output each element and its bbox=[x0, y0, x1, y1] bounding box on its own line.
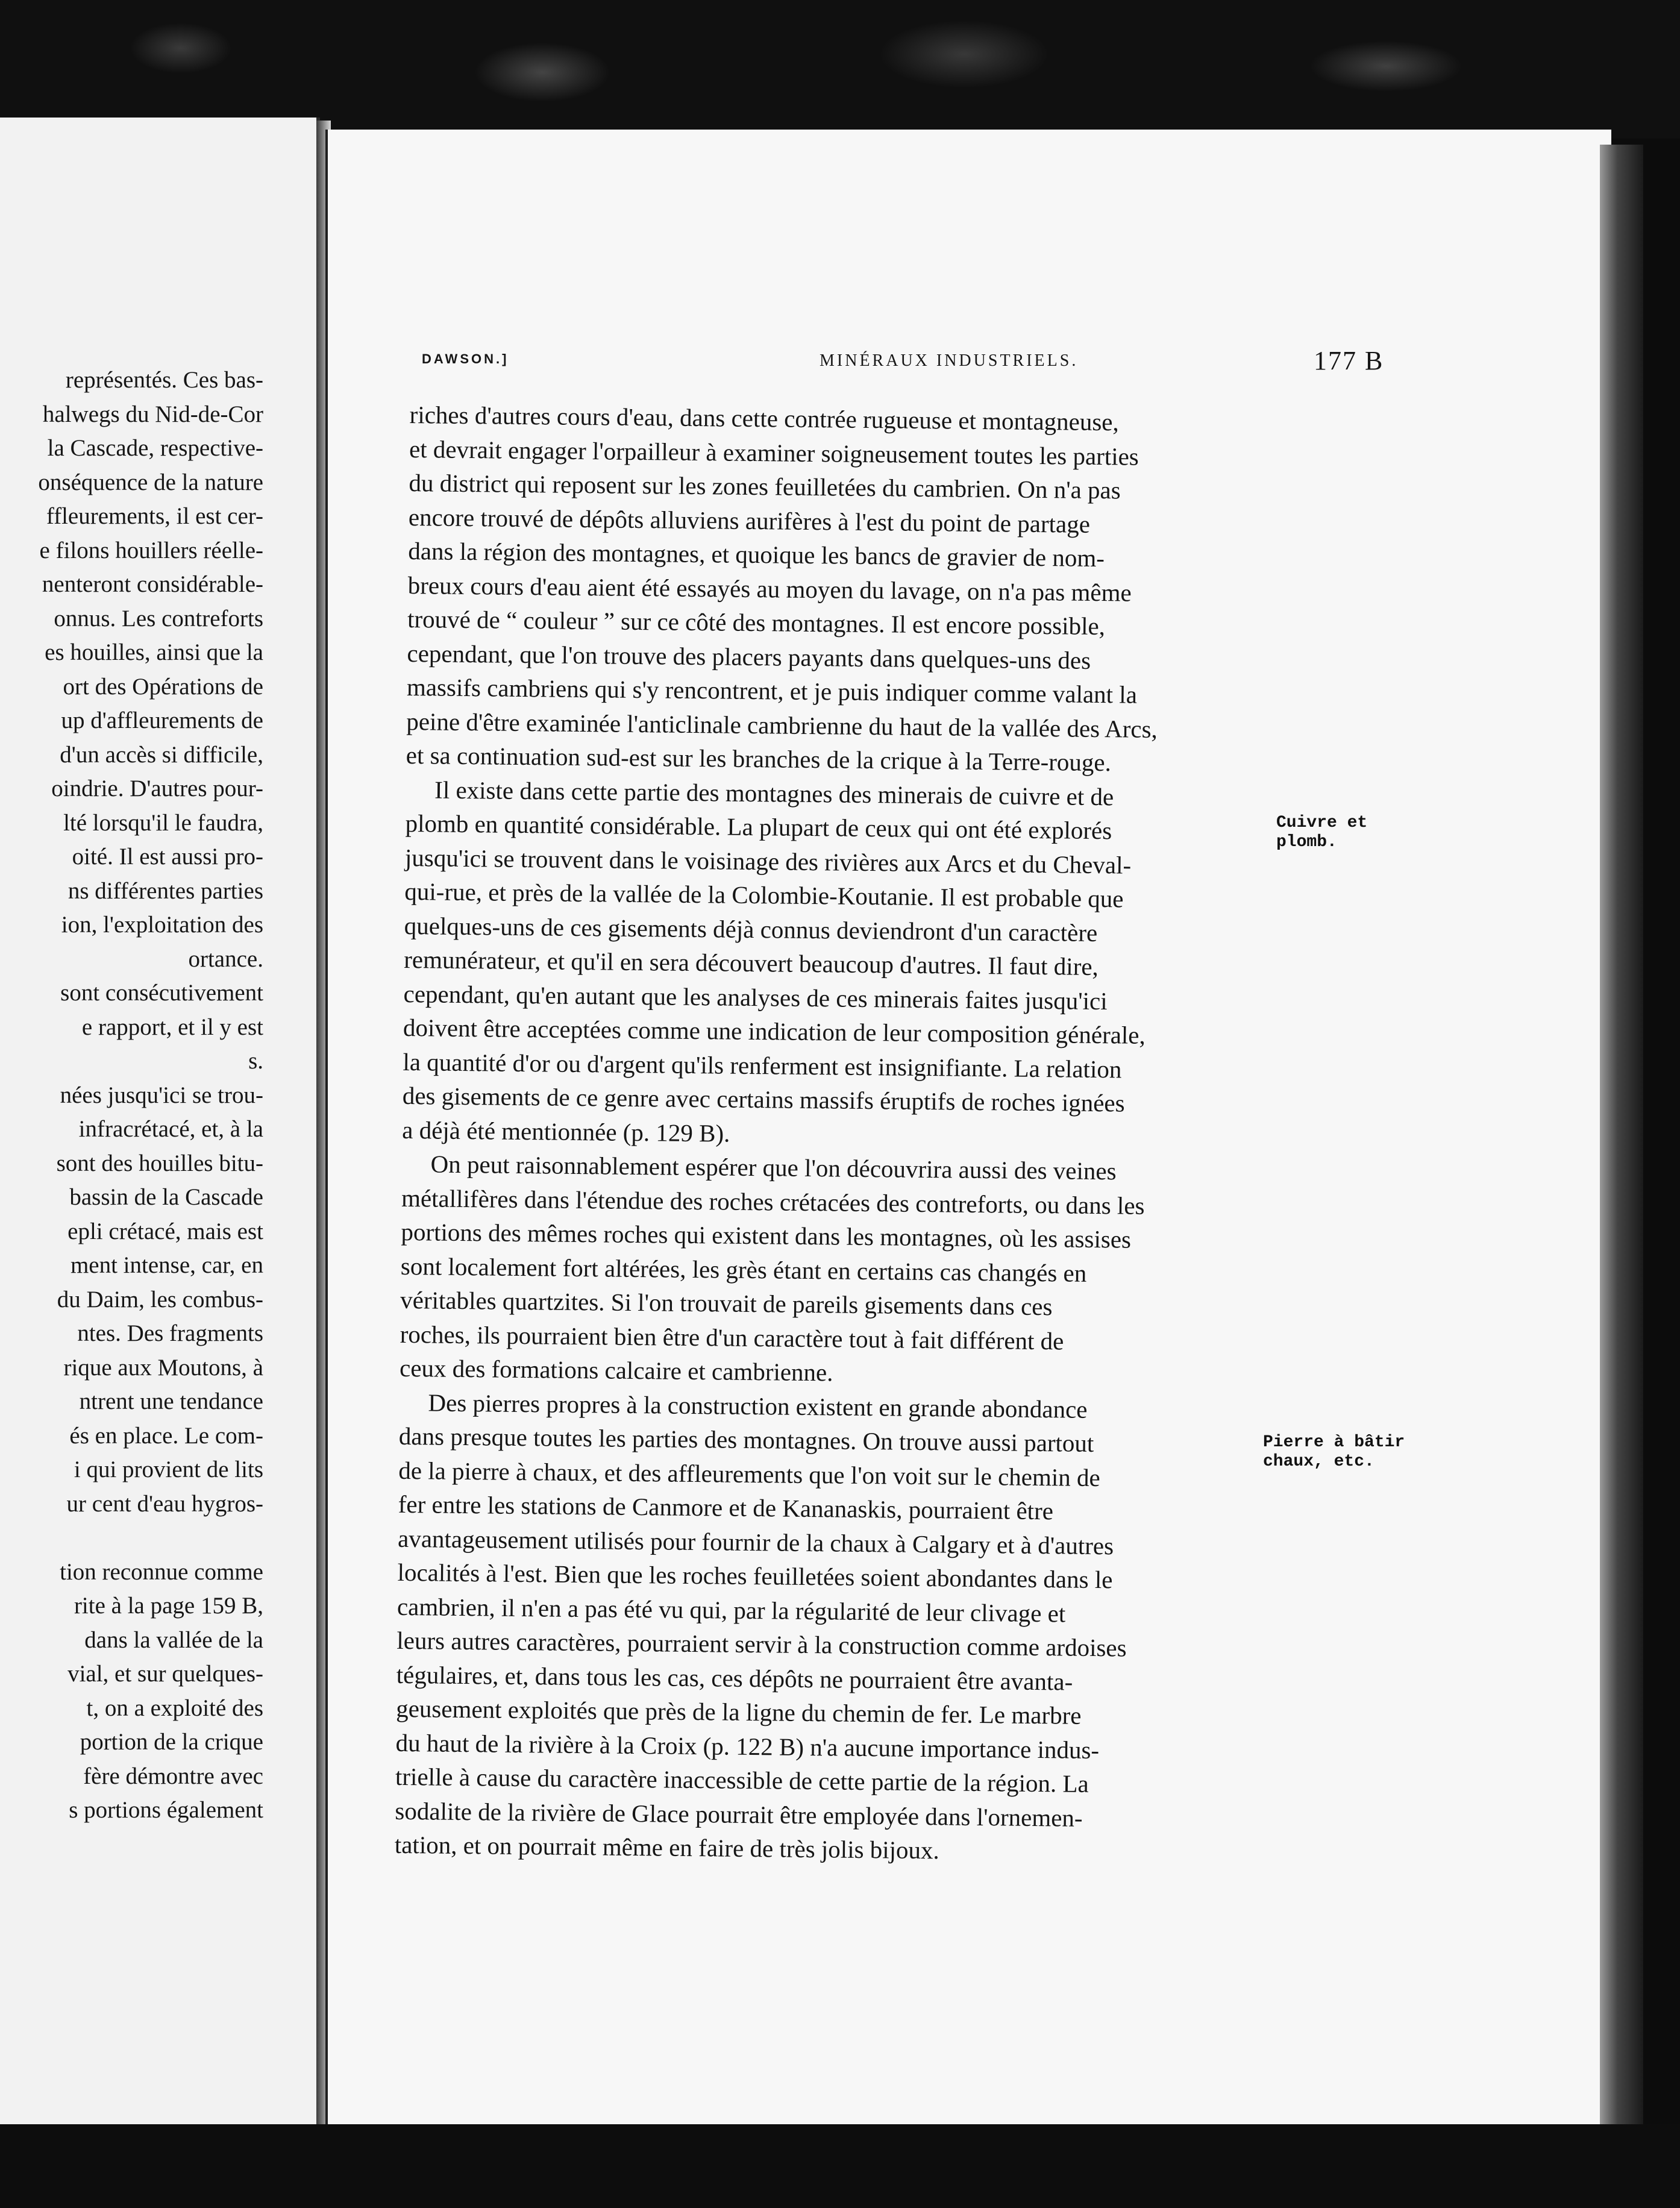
left-page-line: es houilles, ainsi que la bbox=[45, 639, 263, 665]
text-line: portions des mêmes roches qui existent dans les montagnes, où les assises bbox=[401, 1217, 1132, 1253]
text-line: remunérateur, et qu'il en sera découvert beaucoup d'autres. Il faut dire, bbox=[403, 945, 1099, 981]
paragraph bbox=[395, 1385, 1306, 1871]
left-page-line: tion reconnue comme bbox=[60, 1558, 263, 1585]
text-line: encore trouvé de dépôts alluviens aurifères à l'est du point de partage bbox=[408, 503, 1091, 538]
left-page-line: bassin de la Cascade bbox=[69, 1184, 263, 1210]
left-page-line: és en place. Le com- bbox=[69, 1422, 263, 1449]
text-line: dans la région des montagnes, et quoique les bancs de gravier de nom- bbox=[408, 536, 1105, 572]
left-page-line: sont consécutivement bbox=[60, 980, 263, 1006]
text-line: doivent être acceptées comme une indication de leur composition générale, bbox=[403, 1013, 1146, 1049]
left-page-line: e rapport, et il y est bbox=[81, 1014, 263, 1040]
text-line: sont localement fort altérées, les grès étant en certains cas changés en bbox=[400, 1252, 1087, 1287]
left-page-line: ment intense, car, en bbox=[70, 1252, 263, 1278]
left-page-line: t, on a exploité des bbox=[86, 1695, 263, 1721]
left-page-line: du Daim, les combus- bbox=[57, 1286, 263, 1313]
left-page-line: nenteront considérable- bbox=[42, 571, 263, 597]
page-edge bbox=[1600, 145, 1643, 2133]
text-line: cependant, que l'on trouve des placers payants dans quelques-uns des bbox=[407, 639, 1091, 674]
text-line: cependant, qu'en autant que les analyses de ces minerais faites jusqu'ici bbox=[403, 979, 1108, 1015]
text-line: On peut raisonnablement espérer que l'on découvrira aussi des veines bbox=[430, 1150, 1117, 1185]
left-page-line: ion, l'exploitation des bbox=[61, 912, 263, 938]
header-author: DAWSON.] bbox=[422, 351, 509, 366]
paragraph bbox=[402, 772, 1312, 1156]
text-line: jusqu'ici se trouvent dans le voisinage des rivières aux Arcs et du Cheval- bbox=[404, 843, 1132, 879]
left-page-line: rite à la page 159 B, bbox=[74, 1593, 263, 1619]
text-line: la quantité d'or ou d'argent qu'ils renferment est insignifiante. La relation bbox=[403, 1047, 1122, 1083]
text-line: fer entre les stations de Canmore et de Kananaskis, pourraient être bbox=[398, 1490, 1054, 1525]
left-page-line: ntrent une tendance bbox=[79, 1388, 263, 1414]
text-line: véritables quartzites. Si l'on trouvait de pareils gisements dans ces bbox=[400, 1285, 1053, 1321]
text-line: métallifères dans l'étendue des roches crétacées des contreforts, ou dans les bbox=[401, 1184, 1145, 1220]
running-header bbox=[422, 340, 1603, 377]
margin-note-line: Cuivre et bbox=[1276, 814, 1368, 832]
text-line: trielle à cause du caractère inaccessible de cette partie de la région. La bbox=[395, 1762, 1089, 1798]
paragraph bbox=[400, 1147, 1309, 1394]
left-page-line: fère démontre avec bbox=[83, 1763, 263, 1789]
left-page-line: ns différentes parties bbox=[67, 877, 263, 904]
text-line: et sa continuation sud-est sur les branches de la crique à la Terre-rouge. bbox=[406, 741, 1112, 777]
left-page-line: e filons houillers réelle- bbox=[39, 537, 263, 563]
text-line: de la pierre à chaux, et des affleurements que l'on voit sur le chemin de bbox=[398, 1456, 1100, 1491]
paragraph bbox=[406, 398, 1316, 782]
text-line: du haut de la rivière à la Croix (p. 122 B) n'a aucune importance indus- bbox=[395, 1728, 1100, 1764]
left-page-line: oité. Il est aussi pro- bbox=[72, 844, 263, 870]
left-page-line: ort des Opérations de bbox=[63, 673, 263, 700]
left-page-line: infracrétacé, et, à la bbox=[78, 1116, 263, 1142]
left-page-line: vial, et sur quelques- bbox=[67, 1661, 263, 1687]
text-line: tégulaires, et, dans tous les cas, ces dépôts ne pourraient être avanta- bbox=[396, 1660, 1073, 1696]
text-line: breux cours d'eau aient été essayés au moyen du lavage, on n'a pas même bbox=[407, 571, 1132, 607]
left-page-line: i qui provient de lits bbox=[74, 1457, 263, 1482]
text-line: et devrait engager l'orpailleur à examiner soigneusement toutes les parties bbox=[409, 434, 1139, 471]
text-line: roches, ils pourraient bien être d'un caractère tout à fait différent de bbox=[400, 1320, 1064, 1355]
left-page-line: ortance. bbox=[188, 946, 263, 972]
text-line: riches d'autres cours d'eau, dans cette contrée rugueuse et montagneuse, bbox=[409, 400, 1119, 436]
text-line: plomb en quantité considérable. La plupart de ceux qui ont été explorés bbox=[405, 809, 1112, 845]
header-title: MINÉRAUX INDUSTRIELS. bbox=[820, 351, 1079, 370]
left-page-line: ntes. Des fragments bbox=[77, 1320, 263, 1346]
text-line: Il existe dans cette partie des montagnes des minerais de cuivre et de bbox=[434, 775, 1114, 811]
text-line: avantageusement utilisés pour fournir de la chaux à Calgary et à d'autres bbox=[397, 1524, 1114, 1560]
left-page-line: la Cascade, respective- bbox=[47, 435, 263, 461]
text-line: du district qui reposent sur les zones feuilletées du cambrien. On n'a pas bbox=[409, 468, 1121, 504]
margin-note-line: plomb. bbox=[1276, 833, 1337, 852]
dark-background-bottom bbox=[0, 2124, 1680, 2208]
text-line: trouvé de “ couleur ” sur ce côté des montagnes. Il est encore possible, bbox=[407, 604, 1106, 641]
margin-note-cuivre bbox=[1276, 814, 1367, 852]
left-page-line: halwegs du Nid-de-Cor bbox=[42, 401, 263, 427]
text-line: geusement exploités que près de la ligne du chemin de fer. Le marbre bbox=[395, 1694, 1082, 1730]
text-line: localités à l'est. Bien que les roches feuilletées soient abondantes dans le bbox=[397, 1558, 1113, 1594]
left-page-line: onnus. Les contreforts bbox=[54, 605, 263, 632]
margin-note-line: Pierre à bâtir bbox=[1263, 1433, 1405, 1452]
left-page-line: onséquence de la nature bbox=[38, 469, 263, 495]
left-page-line: s. bbox=[248, 1048, 263, 1074]
text-line: tation, et on pourrait même en faire de très jolis bijoux. bbox=[394, 1830, 940, 1865]
text-line: leurs autres caractères, pourraient servir à la construction comme ardoises bbox=[396, 1626, 1127, 1662]
left-page-line: ffleurements, il est cer- bbox=[46, 503, 263, 529]
text-line: massifs cambriens qui s'y rencontrent, et je puis indiquer comme valant la bbox=[406, 673, 1138, 709]
left-page-line: oindrie. D'autres pour- bbox=[51, 776, 263, 801]
left-page-line: s portions également bbox=[69, 1797, 263, 1823]
left-page-line: d'un accès si difficile, bbox=[60, 741, 263, 768]
text-line: qui-rue, et près de la vallée de la Colombie-Koutanie. Il est probable que bbox=[404, 877, 1124, 913]
left-page-line: dans la vallée de la bbox=[84, 1626, 263, 1653]
body-text bbox=[395, 398, 1317, 1871]
text-line: quelques-uns de ces gisements déjà connus deviendront d'un caractère bbox=[404, 911, 1098, 947]
left-page-line: portion de la crique bbox=[80, 1729, 263, 1755]
left-page-text bbox=[0, 363, 263, 1828]
text-line: a déjà été mentionnée (p. 129 B). bbox=[402, 1115, 730, 1147]
text-line: sodalite de la rivière de Glace pourrait être employée dans l'ornemen- bbox=[395, 1796, 1083, 1832]
left-page bbox=[0, 118, 320, 2124]
text-line: Des pierres propres à la construction existent en grande abondance bbox=[428, 1388, 1088, 1423]
text-line: ceux des formations calcaire et cambrienne. bbox=[399, 1353, 833, 1387]
text-line: dans presque toutes les parties des montagnes. On trouve aussi partout bbox=[398, 1422, 1094, 1457]
left-page-line: lté lorsqu'il le faudra, bbox=[63, 809, 263, 836]
text-line: des gisements de ce genre avec certains massifs éruptifs de roches ignées bbox=[402, 1081, 1125, 1117]
left-page-line: rique aux Moutons, à bbox=[63, 1354, 263, 1381]
left-page-line: epli crétacé, mais est bbox=[67, 1218, 263, 1244]
left-page-line: représentés. Ces bas- bbox=[65, 367, 263, 393]
left-page-line: up d'affleurements de bbox=[61, 707, 263, 733]
left-page-gap bbox=[0, 1521, 263, 1555]
text-line: cambrien, il n'en a pas été vu qui, par la régularité de leur clivage et bbox=[396, 1592, 1066, 1628]
left-page-line: sont des houilles bitu- bbox=[56, 1150, 263, 1176]
left-page-line: ur cent d'eau hygros- bbox=[66, 1490, 263, 1517]
page-number: 177 B bbox=[1314, 346, 1384, 375]
left-page-line: nées jusqu'ici se trou- bbox=[60, 1082, 263, 1108]
margin-note-line: chaux, etc. bbox=[1263, 1452, 1374, 1471]
text-line: peine d'être examinée l'anticlinale cambrienne du haut de la vallée des Arcs, bbox=[406, 707, 1158, 743]
margin-note-pierre bbox=[1263, 1433, 1405, 1472]
